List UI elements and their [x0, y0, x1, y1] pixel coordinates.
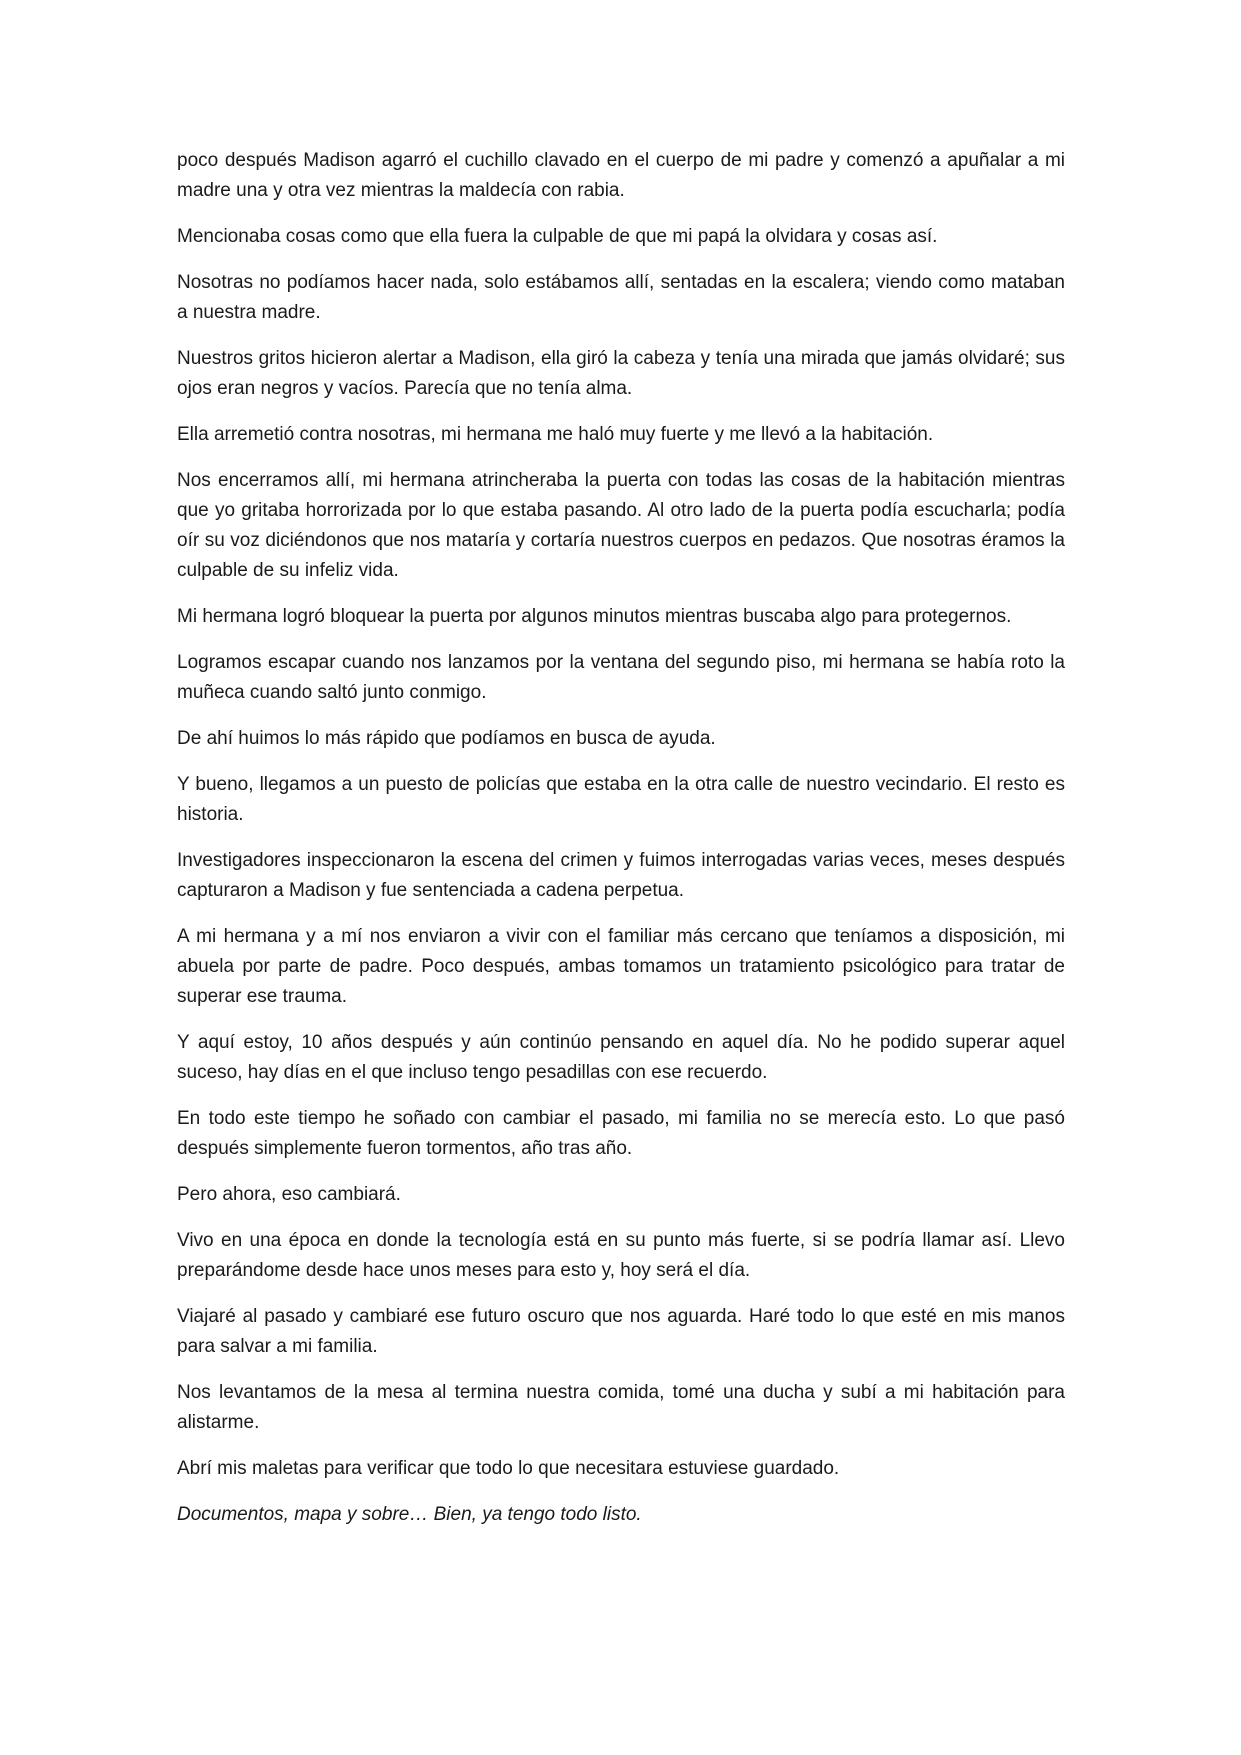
paragraph: Y aquí estoy, 10 años después y aún continúo pensando en aquel día. No he podido superar aquel suceso, hay días en el que incluso tengo pesadillas con ese recuerdo.	[177, 1032, 1065, 1083]
paragraph: En todo este tiempo he soñado con cambiar el pasado, mi familia no se merecía esto. Lo que pasó después simplemente fueron tormentos, año tras año.	[177, 1108, 1065, 1159]
paragraph: Y bueno, llegamos a un puesto de policías que estaba en la otra calle de nuestro vecindario. El resto es historia.	[177, 774, 1065, 825]
paragraph: Nos levantamos de la mesa al termina nuestra comida, tomé una ducha y subí a mi habitación para alistarme.	[177, 1382, 1065, 1433]
paragraph: De ahí huimos lo más rápido que podíamos en busca de ayuda.	[177, 728, 716, 749]
paragraph: Nosotras no podíamos hacer nada, solo estábamos allí, sentadas en la escalera; viendo como mataban a nuestra madre.	[177, 272, 1065, 323]
paragraph: Nos encerramos allí, mi hermana atrincheraba la puerta con todas las cosas de la habitación mientras que yo gritaba horrorizada por lo que estaba pasando. Al otro lado de la puerta podía escucharla; podía oír su voz diciéndonos que nos mataría y cortaría nuestros cuerpos en pedazos. Que nosotras éramos la culpable de su infeliz vida.	[177, 470, 1065, 581]
paragraph-italic: Documentos, mapa y sobre… Bien, ya tengo todo listo.	[177, 1504, 642, 1525]
paragraph: A mi hermana y a mí nos enviaron a vivir con el familiar más cercano que teníamos a disposición, mi abuela por parte de padre. Poco después, ambas tomamos un tratamiento psicológico para tratar de superar ese trauma.	[177, 926, 1065, 1007]
paragraph: Pero ahora, eso cambiará.	[177, 1184, 401, 1205]
paragraph: Viajaré al pasado y cambiaré ese futuro oscuro que nos aguarda. Haré todo lo que esté en mis manos para salvar a mi familia.	[177, 1306, 1065, 1357]
paragraph: Nuestros gritos hicieron alertar a Madison, ella giró la cabeza y tenía una mirada que jamás olvidaré; sus ojos eran negros y vacíos. Parecía que no tenía alma.	[177, 348, 1065, 399]
paragraph: Logramos escapar cuando nos lanzamos por la ventana del segundo piso, mi hermana se había roto la muñeca cuando saltó junto conmigo.	[177, 652, 1065, 703]
document-body	[177, 146, 1065, 1546]
paragraph: Ella arremetió contra nosotras, mi hermana me haló muy fuerte y me llevó a la habitación.	[177, 424, 934, 445]
paragraph: Mi hermana logró bloquear la puerta por algunos minutos mientras buscaba algo para protegernos.	[177, 606, 1012, 627]
paragraph: poco después Madison agarró el cuchillo clavado en el cuerpo de mi padre y comenzó a apuñalar a mi madre una y otra vez mientras la maldecía con rabia.	[177, 150, 1065, 201]
paragraph: Investigadores inspeccionaron la escena del crimen y fuimos interrogadas varias veces, meses después capturaron a Madison y fue sentenciada a cadena perpetua.	[177, 850, 1065, 901]
paragraph: Mencionaba cosas como que ella fuera la culpable de que mi papá la olvidara y cosas así.	[177, 226, 938, 247]
paragraph: Abrí mis maletas para verificar que todo lo que necesitara estuviese guardado.	[177, 1458, 840, 1479]
paragraph: Vivo en una época en donde la tecnología está en su punto más fuerte, si se podría llamar así. Llevo preparándome desde hace unos meses para esto y, hoy será el día.	[177, 1230, 1065, 1281]
